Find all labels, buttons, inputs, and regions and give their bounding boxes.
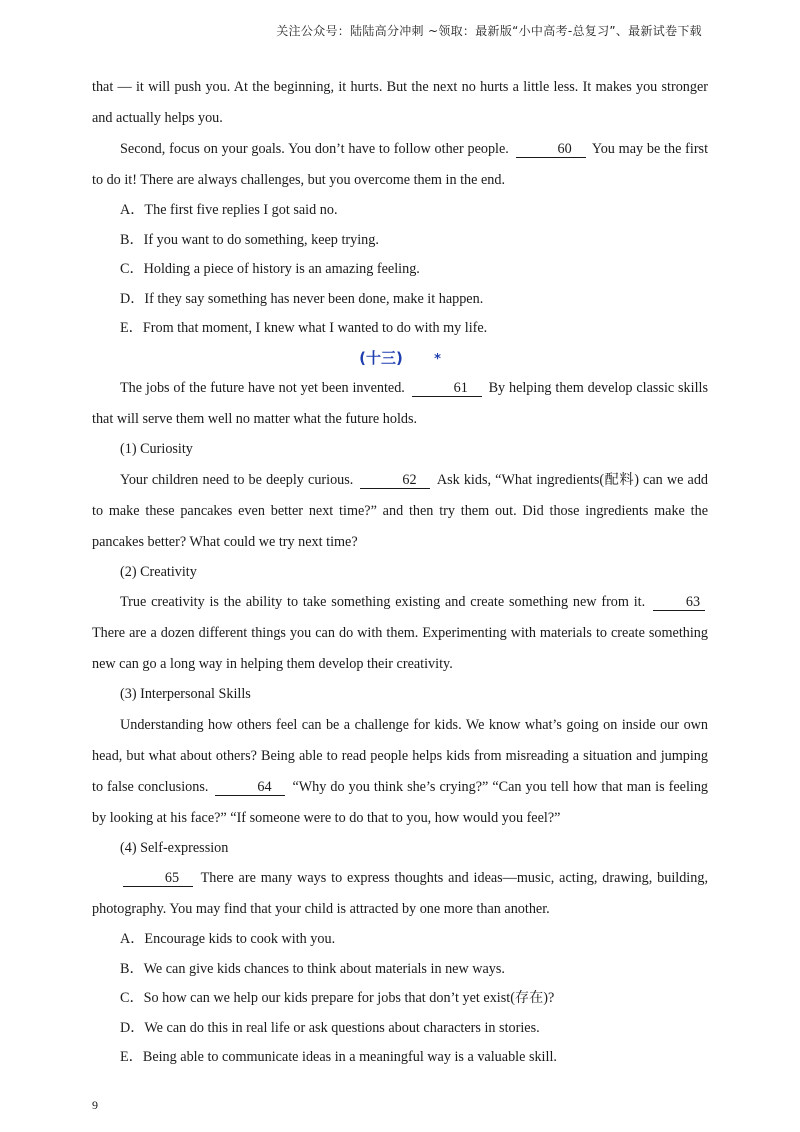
answer-blank-64: 64	[215, 779, 285, 796]
answer-blank-62: 62	[360, 472, 430, 489]
option-a: A．Encourage kids to cook with you.	[120, 931, 336, 947]
answer-blank-60: 60	[516, 141, 586, 158]
subheading-self-expression: (4) Self-expression	[120, 839, 229, 856]
page-number: 9	[92, 1098, 98, 1112]
option-c: C．So how can we help our kids prepare for jobs that don’t yet exist(存在)?	[120, 990, 555, 1006]
subheading-interpersonal: (3) Interpersonal Skills	[120, 686, 251, 702]
paragraph-text: The jobs of the future have not yet been invented.	[120, 380, 405, 396]
option-b: B．If you want to do something, keep trying.	[120, 231, 379, 248]
paragraph-text: There are many ways to express thoughts and ideas—music, acting, drawing, building, photography. You may find that your child is attracted by one more than another.	[92, 870, 708, 917]
paragraph-creativity	[92, 587, 708, 680]
option-d: D．If they say something has never been done, make it happen.	[120, 290, 484, 307]
subheading-creativity: (2) Creativity	[120, 563, 197, 580]
option-d: D．We can do this in real life or ask questions about characters in stories.	[120, 1019, 540, 1036]
option-b: B．We can give kids chances to think about materials in new ways.	[120, 960, 505, 977]
paragraph-text: Ask kids, “What ingredients(配料) can we add to make these pancakes even better next time?” and then try them out. Did those ingredients make the pancakes better? What could we try next time?	[92, 471, 709, 550]
paragraph-text: Understanding how others feel can be a challenge for kids. We know what’s going on inside our own head, but what about others? Being able to read people helps kids from misreading a situation and jumping to false conclusions.	[92, 716, 708, 795]
subheading-curiosity: (1) Curiosity	[120, 441, 193, 457]
paragraph-text: You may be the first to do it! There are always challenges, but you overcome them in the end.	[92, 141, 709, 188]
section-title: (十三)	[359, 348, 403, 367]
page-header: 关注公众号：陆陆高分冲刺 ~领取：最新版“小中高考-总复习”、最新试卷下载	[276, 24, 702, 38]
star-mark: *	[434, 351, 441, 367]
paragraph-intro	[92, 373, 708, 435]
paragraph-curiosity	[92, 465, 708, 558]
paragraph-text: By helping them develop classic skills that will serve them well no matter what the future holds.	[92, 380, 708, 427]
answer-blank-63: 63	[653, 594, 705, 611]
option-e: E．Being able to communicate ideas in a meaningful way is a valuable skill.	[120, 1049, 557, 1065]
paragraph-text: True creativity is the ability to take something existing and create something new from it.	[120, 594, 646, 610]
paragraph-continuation: that — it will push you. At the beginning, it hurts. But the next no hurts a little less. It makes you stronger and actually helps you.	[92, 79, 708, 126]
paragraph-interpersonal	[92, 710, 708, 834]
answer-blank-61: 61	[412, 380, 482, 397]
paragraph-text: “Why do you think she’s crying?” “Can you tell how that man is feeling by looking at his face?” “If someone were to do that to you, how would you feel?”	[92, 778, 709, 826]
paragraph-goals	[92, 134, 708, 196]
paragraph-text: Your children need to be deeply curious.	[120, 471, 354, 488]
option-a: A．The first five replies I got said no.	[120, 202, 338, 218]
section-heading	[92, 344, 708, 374]
answer-blank-65: 65	[123, 870, 193, 887]
option-c: C．Holding a piece of history is an amazing feeling.	[120, 261, 420, 277]
paragraph-text: Second, focus on your goals. You don’t have to follow other people.	[120, 141, 509, 157]
paragraph-text: There are a dozen different things you can do with them. Experimenting with materials to create something new can go a long way in helping them develop their creativity.	[92, 625, 708, 672]
option-e: E．From that moment, I knew what I wanted to do with my life.	[120, 320, 488, 336]
paragraph-self-expression	[92, 863, 708, 925]
document-body	[92, 72, 708, 1073]
